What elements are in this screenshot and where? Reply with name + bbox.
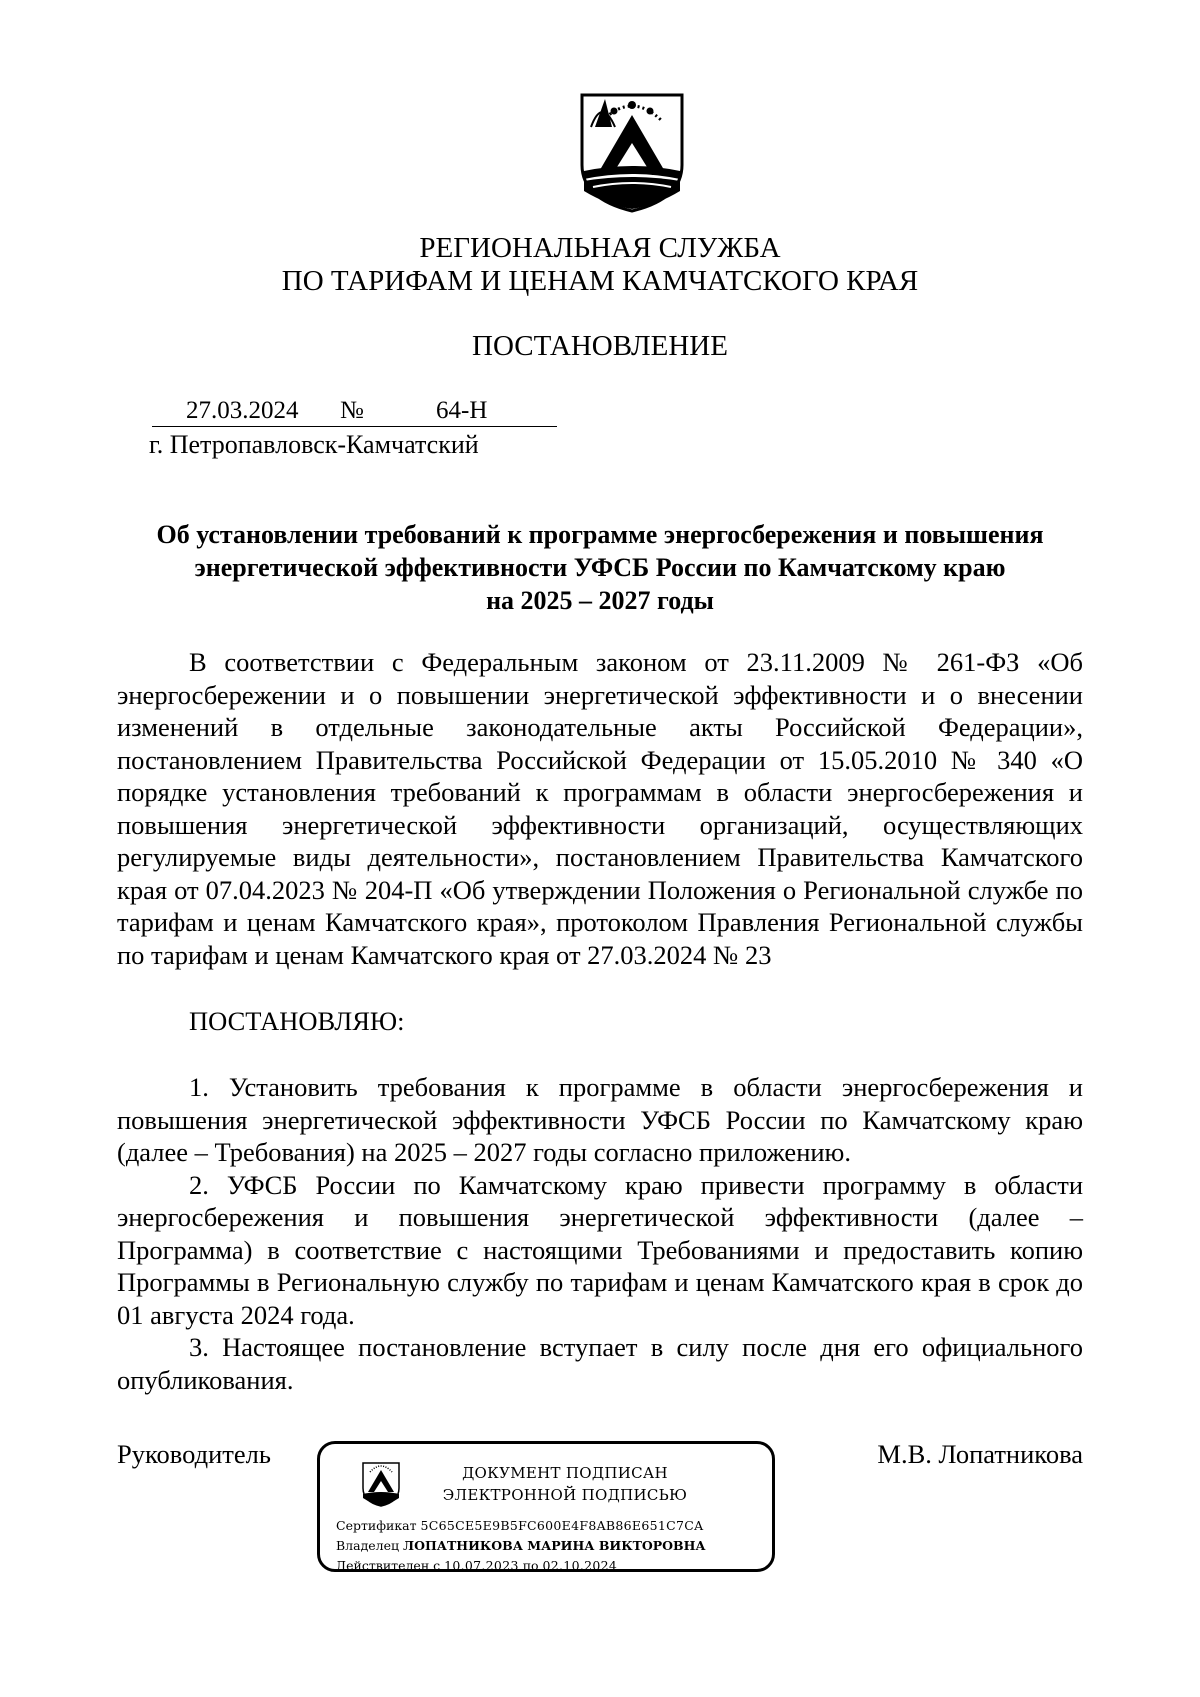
item-1: 1. Установить требования к программе в области энергосбережения и повышения энергетической эффективности УФСБ России по Камчатскому краю (далее – Требования) на 2025 – 2027 годы согласно приложению. — [117, 1072, 1083, 1167]
title-line-3: на 2025 – 2027 годы — [486, 586, 714, 615]
date-number-row — [152, 398, 557, 427]
document-date: 27.03.2024 — [186, 397, 299, 424]
city: г. Петропавловск-Камчатский — [149, 430, 479, 459]
item-2: 2. УФСБ России по Камчатскому краю привести программу в области энергосбережения и повышения энергетической эффективности (далее – Программа) в соответствие с настоящими Требованиями и предоставить копию Программы в Региональную службу по тарифам и ценам Камчатского края в срок до 01 августа 2024 года. — [117, 1169, 1083, 1330]
document-number: 64-Н — [436, 397, 488, 424]
stamp-heading-line-1: ДОКУМЕНТ ПОДПИСАН — [462, 1464, 668, 1482]
valid-from: 10.07.2023 — [444, 1558, 519, 1573]
coat-of-arms-icon — [577, 87, 687, 215]
document-title — [120, 518, 1080, 617]
preamble-paragraph: В соответствии с Федеральным законом от 23.11.2009 № 261-ФЗ «Об энергосбережении и о повышении энергетической эффективности и о внесении изменений в отдельные законодательные акты Российской Федерации», постановлением Правительства Российской Федерации от 15.05.2010 № 340 «О порядке установления требований к программам в области энергосбережения и повышения энергетической эффективности организаций, осуществляющих регулируемые виды деятельности», постановлением Правительства Камчатского края от 07.04.2023 № 204-П «Об утверждении Положения о Региональной службе по тарифам и ценам Камчатского края», протоколом Правления Региональной службы по тарифам и ценам Камчатского края от 27.03.2024 № 23 — [117, 647, 1083, 970]
decree-items — [117, 1071, 1083, 1396]
stamp-heading-line-2: ЭЛЕКТРОННОЙ ПОДПИСЬЮ — [442, 1486, 688, 1504]
valid-to: 02.10.2024 — [542, 1558, 618, 1573]
electronic-signature-stamp — [317, 1441, 775, 1572]
org-line-1: РЕГИОНАЛЬНАЯ СЛУЖБА — [419, 232, 781, 264]
signer-role: Руководитель — [117, 1439, 271, 1469]
document-type: ПОСТАНОВЛЕНИЕ — [472, 330, 728, 362]
valid-label: Действителен с — [336, 1558, 441, 1573]
certificate-label: Сертификат — [336, 1518, 417, 1533]
number-sign: № — [340, 397, 364, 424]
title-line-1: Об установлении требований к программе энергосбережения и повышения — [156, 520, 1044, 549]
stamp-emblem-icon — [360, 1458, 402, 1508]
stamp-certificate-line — [336, 1518, 703, 1533]
owner-label: Владелец — [336, 1538, 400, 1553]
organization-name — [0, 232, 1200, 298]
stamp-heading — [420, 1462, 710, 1506]
signer-name: М.В. Лопатникова — [877, 1439, 1083, 1469]
decree-word: ПОСТАНОВЛЯЮ: — [189, 1006, 405, 1036]
stamp-owner-line — [336, 1538, 706, 1553]
stamp-validity-line — [336, 1558, 617, 1573]
item-3: 3. Настоящее постановление вступает в силу после дня его официального опубликования. — [117, 1332, 1083, 1395]
valid-to-label: по — [522, 1558, 539, 1573]
certificate-value: 5C65CE5E9B5FC600E4F8AB86E651C7CA — [420, 1518, 704, 1533]
owner-value: ЛОПАТНИКОВА МАРИНА ВИКТОРОВНА — [403, 1538, 706, 1553]
title-line-2: энергетической эффективности УФСБ России по Камчатскому краю — [194, 553, 1006, 582]
org-line-2: ПО ТАРИФАМ И ЦЕНАМ КАМЧАТСКОГО КРАЯ — [281, 265, 919, 297]
